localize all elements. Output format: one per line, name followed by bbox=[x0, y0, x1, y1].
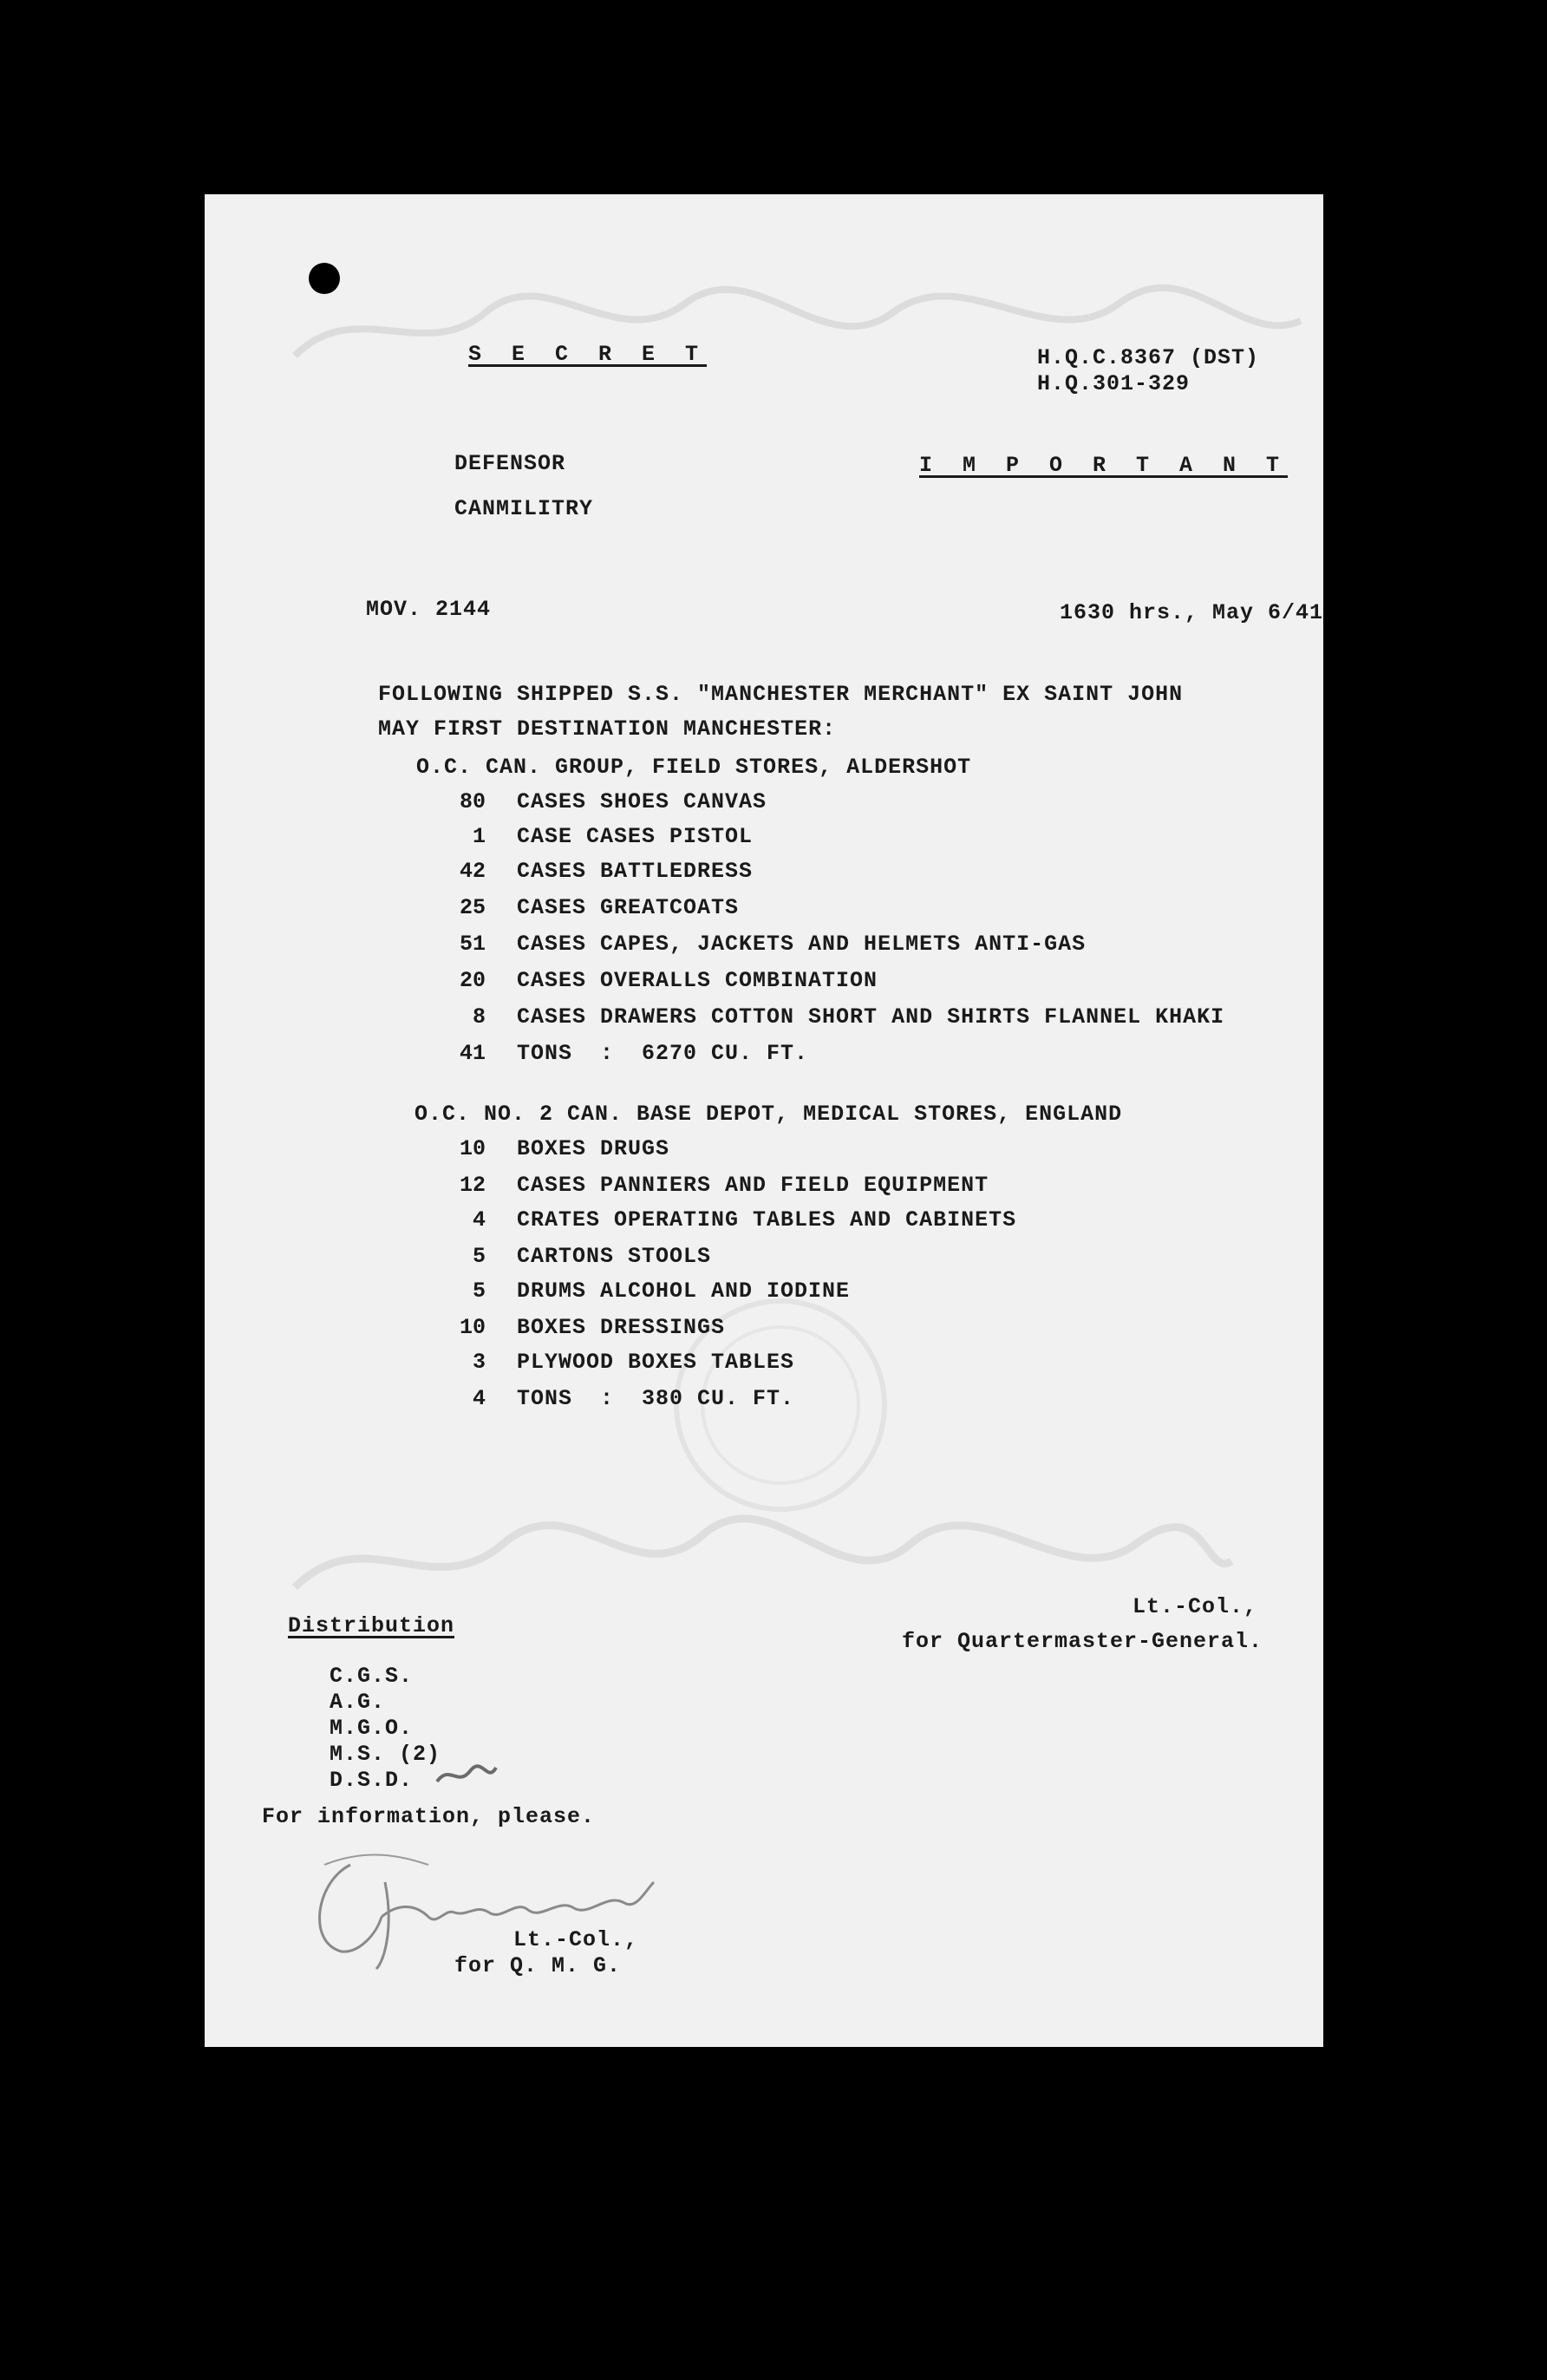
priority-heading: I M P O R T A N T bbox=[919, 453, 1289, 478]
item-desc: TONS : 6270 CU. FT. bbox=[517, 1041, 809, 1066]
item-desc: TONS : 380 CU. FT. bbox=[517, 1386, 795, 1411]
item-qty: 12 bbox=[459, 1173, 486, 1198]
item-qty: 80 bbox=[459, 789, 486, 814]
item-desc: CASES BATTLEDRESS bbox=[517, 859, 754, 884]
distribution-item: C.G.S. bbox=[330, 1664, 414, 1689]
item-qty: 3 bbox=[472, 1350, 486, 1375]
item-desc: BOXES DRESSINGS bbox=[517, 1315, 726, 1340]
distribution-item: M.S. (2) bbox=[330, 1742, 441, 1767]
item-qty: 42 bbox=[459, 859, 486, 884]
item-desc: CASES SHOES CANVAS bbox=[517, 789, 767, 814]
item-qty: 5 bbox=[472, 1244, 486, 1269]
item-desc: BOXES DRUGS bbox=[517, 1136, 670, 1161]
signatory-rank: Lt.-Col., bbox=[1133, 1594, 1258, 1619]
message-number: MOV. 2144 bbox=[366, 597, 492, 622]
scribble-mark bbox=[432, 1757, 501, 1792]
message-time: 1630 hrs., May 6/41 bbox=[1060, 600, 1324, 625]
distribution-heading: Distribution bbox=[288, 1613, 455, 1638]
item-desc: CASES CAPES, JACKETS AND HELMETS ANTI-GAS bbox=[517, 932, 1087, 957]
item-qty: 51 bbox=[459, 932, 486, 957]
item-qty: 8 bbox=[472, 1004, 486, 1030]
distribution-item: M.G.O. bbox=[330, 1716, 414, 1741]
item-desc: CASES GREATCOATS bbox=[517, 895, 740, 920]
item-desc: CASES PANNIERS AND FIELD EQUIPMENT bbox=[517, 1173, 989, 1198]
item-desc: CASES DRAWERS COTTON SHORT AND SHIRTS FLANNEL KHAKI bbox=[517, 1004, 1225, 1030]
item-qty: 41 bbox=[459, 1041, 486, 1066]
reference-number: H.Q.C.8367 (DST) bbox=[1037, 345, 1260, 370]
item-desc: CASES OVERALLS COMBINATION bbox=[517, 968, 878, 993]
addressee-line1: DEFENSOR bbox=[454, 451, 566, 476]
item-qty: 20 bbox=[459, 968, 486, 993]
information-note: For information, please. bbox=[262, 1804, 596, 1829]
signatory-for: for Quartermaster-General. bbox=[902, 1629, 1263, 1654]
item-qty: 10 bbox=[459, 1136, 486, 1161]
footer-rank: Lt.-Col., bbox=[513, 1927, 639, 1952]
item-qty: 4 bbox=[472, 1207, 486, 1232]
item-desc: CRATES OPERATING TABLES AND CABINETS bbox=[517, 1207, 1017, 1232]
item-qty: 25 bbox=[459, 895, 486, 920]
item-desc: CARTONS STOOLS bbox=[517, 1244, 712, 1269]
classification-heading: S E C R E T bbox=[468, 342, 708, 367]
distribution-item: D.S.D. bbox=[330, 1768, 414, 1793]
item-qty: 5 bbox=[472, 1278, 486, 1304]
addressee-line2: CANMILITRY bbox=[454, 496, 594, 521]
item-qty: 10 bbox=[459, 1315, 486, 1340]
consignee-2: O.C. NO. 2 CAN. BASE DEPOT, MEDICAL STORES, ENGLAND bbox=[414, 1102, 1123, 1127]
distribution-item: A.G. bbox=[330, 1690, 386, 1715]
item-qty: 1 bbox=[472, 824, 486, 849]
file-number: H.Q.301-329 bbox=[1037, 371, 1191, 396]
intro-line1: FOLLOWING SHIPPED S.S. "MANCHESTER MERCHANT" EX SAINT JOHN bbox=[378, 682, 1184, 707]
item-desc: CASE CASES PISTOL bbox=[517, 824, 754, 849]
item-desc: DRUMS ALCOHOL AND IODINE bbox=[517, 1278, 851, 1304]
item-desc: PLYWOOD BOXES TABLES bbox=[517, 1350, 795, 1375]
footer-for: for Q. M. G. bbox=[454, 1953, 622, 1978]
intro-line2: MAY FIRST DESTINATION MANCHESTER: bbox=[378, 716, 837, 742]
consignee-1: O.C. CAN. GROUP, FIELD STORES, ALDERSHOT bbox=[416, 755, 972, 780]
item-qty: 4 bbox=[472, 1386, 486, 1411]
